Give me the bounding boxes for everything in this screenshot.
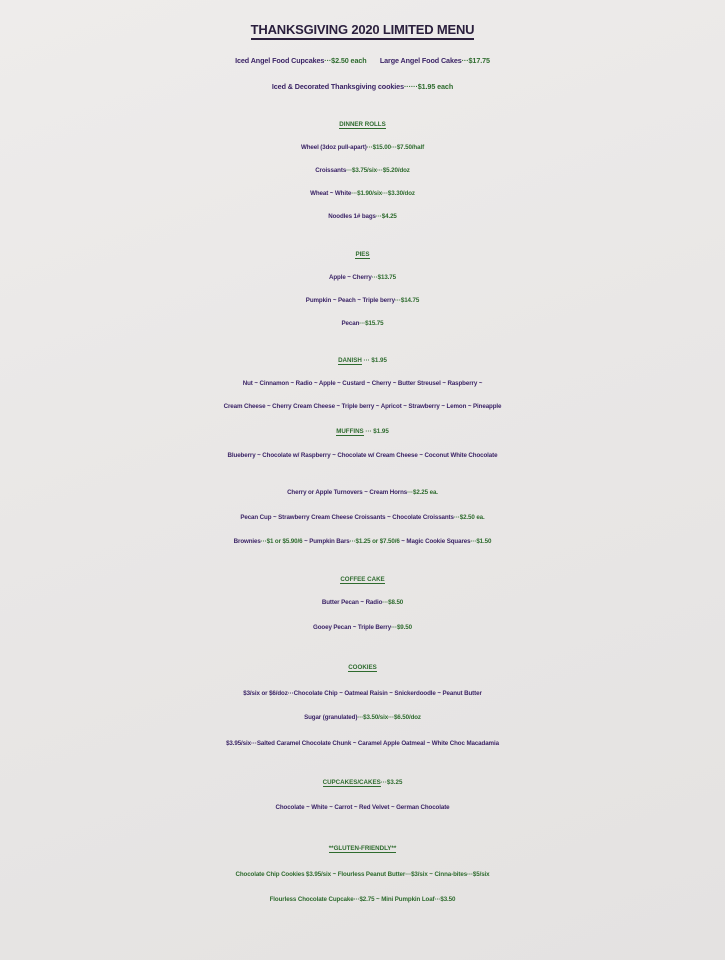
- menu-row: Apple ~ Cherry···$13.75: [328, 274, 396, 281]
- menu-row: $3.95/six···Salted Caramel Chocolate Chunk ~ Caramel Apple Oatmeal ~ White Choc Macadamia: [226, 740, 499, 747]
- heading-cookies: COOKIES: [348, 664, 377, 671]
- menu-row: Noodles 1# bags···$4.25: [328, 213, 397, 220]
- menu-row: Cream Cheese ~ Cherry Cream Cheese ~ Triple berry ~ Apricot ~ Strawberry ~ Lemon ~ Pineapple: [223, 403, 502, 410]
- heading-gluten-friendly: **GLUTEN-FRIENDLY**: [328, 845, 397, 852]
- menu-row: Cherry or Apple Turnovers ~ Cream Horns···$2.25 ea.: [287, 489, 438, 496]
- heading-muffins: MUFFINS ··· $1.95: [336, 428, 389, 435]
- menu-row: Butter Pecan ~ Radio···$8.50: [321, 599, 404, 606]
- menu-row: Pecan···$15.75: [341, 320, 384, 327]
- menu-row: Chocolate Chip Cookies $3.95/six ~ Flourless Peanut Butter···$3/six ~ Cinna-bites···$5/six: [235, 871, 490, 878]
- menu-row: Brownies···$1 or $5.90/6 ~ Pumpkin Bars···$1.25 or $7.50/6 ~ Magic Cookie Squares···$1.50: [233, 538, 492, 545]
- top-line-2: Iced & Decorated Thanksgiving cookies······$1.95 each: [271, 82, 454, 91]
- top-line-1: Iced Angel Food Cupcakes···$2.50 each Large Angel Food Cakes···$17.75: [235, 56, 490, 65]
- menu-row: Flourless Chocolate Cupcake···$2.75 ~ Mini Pumpkin Loaf···$3.50: [269, 896, 456, 903]
- menu-row: Chocolate ~ White ~ Carrot ~ Red Velvet ~ German Chocolate: [275, 804, 450, 811]
- menu-row: Pecan Cup ~ Strawberry Cream Cheese Croissants ~ Chocolate Croissants···$2.50 ea.: [240, 514, 485, 521]
- menu-row: Gooey Pecan ~ Triple Berry···$9.50: [313, 624, 412, 631]
- menu-row: Wheel (3doz pull-apart)···$15.00···$7.50/half: [300, 144, 425, 151]
- menu-row: Blueberry ~ Chocolate w/ Raspberry ~ Chocolate w/ Cream Cheese ~ Coconut White Chocolate: [227, 452, 498, 459]
- menu-row: Nut ~ Cinnamon ~ Radio ~ Apple ~ Custard ~ Cherry ~ Butter Streusel ~ Raspberry ~: [242, 380, 483, 387]
- menu-row: Pumpkin ~ Peach ~ Triple berry···$14.75: [305, 297, 420, 304]
- menu-row: Croissants···$3.75/six···$5.20/doz: [315, 167, 410, 174]
- menu-row: $3/six or $6/doz···Chocolate Chip ~ Oatmeal Raisin ~ Snickerdoodle ~ Peanut Butter: [243, 690, 482, 697]
- page-title: THANKSGIVING 2020 LIMITED MENU: [0, 22, 725, 37]
- heading-coffee-cake: COFFEE CAKE: [340, 576, 385, 583]
- menu-row: Sugar (granulated)···$3.50/six···$6.50/doz: [304, 714, 421, 721]
- heading-dinner-rolls: DINNER ROLLS: [339, 121, 386, 128]
- heading-cupcakes: CUPCAKES/CAKES···$3.25: [322, 779, 403, 786]
- heading-pies: PIES: [355, 251, 370, 258]
- menu-row: Wheat ~ White···$1.90/six···$3.30/doz: [310, 190, 415, 197]
- heading-danish: DANISH ··· $1.95: [338, 357, 387, 364]
